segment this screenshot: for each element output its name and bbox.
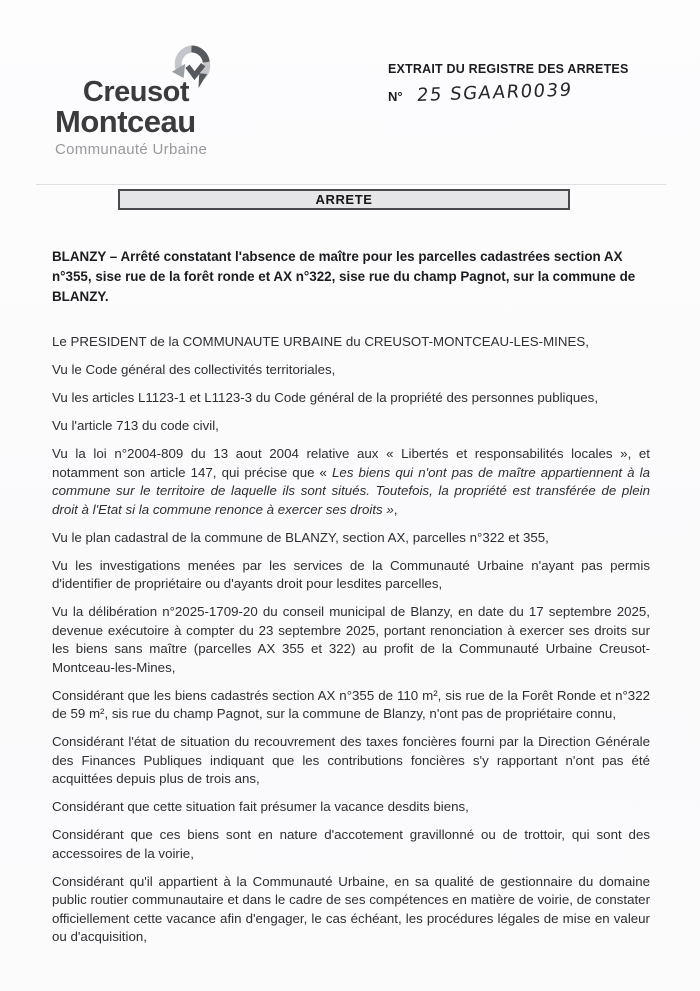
paragraph-text: Vu le plan cadastral de la commune de BLANZY, section AX, parcelles n°322 et 355, <box>52 529 549 545</box>
logo-line2: Montceau <box>55 104 196 139</box>
numero-row <box>388 79 648 107</box>
paragraph-text: Vu le Code général des collectivités territoriales, <box>52 362 336 377</box>
paragraph <box>52 557 650 594</box>
logo-line1: Creusot <box>82 76 189 108</box>
logo-subtitle: Communauté Urbaine <box>55 141 208 159</box>
scan-artifact-line <box>36 184 666 185</box>
document-body <box>52 333 650 956</box>
paragraph <box>52 798 650 817</box>
arrete-banner <box>118 189 570 210</box>
paragraph <box>52 529 650 548</box>
logo-pin-arrow-icon <box>167 42 219 92</box>
paragraph-text: Vu les articles L1123-1 et L1123-3 du Code général de la propriété des personnes publiques, <box>52 390 599 405</box>
paragraph-text: Vu les investigations menées par les services de la Communauté Urbaine n'ayant pas permis d'identifier de propriétaire ou d'ayants droit pour lesdites parcelles, <box>52 557 650 591</box>
paragraph <box>52 445 650 519</box>
paragraph-text: Vu la délibération n°2025-1709-20 du conseil municipal de Blanzy, en date du 17 septembre 2025, devenue exécutoire à compter du 23 septembre 2025, portant renonciation à exercer ses droits sur les biens sans maître (parcelles AX 355 et 322) au profit de la Communauté Urbaine Creusot-Montceau-les-Mines, <box>52 604 650 675</box>
registre-title: EXTRAIT DU REGISTRE DES ARRETES <box>388 62 629 76</box>
paragraph-text: Considérant que les biens cadastrés section AX n°355 de 110 m², sis rue de la Forêt Ronde et n°322 de 59 m², sis rue du champ Pagnot, sur la commune de Blanzy, n'ont pas de propriétaire connu, <box>52 687 650 721</box>
numero-label: N° <box>388 89 403 104</box>
numero-handwritten-value: 25 SGAAR0039 <box>415 79 574 107</box>
arrete-banner-label: ARRETE <box>315 192 373 207</box>
paragraph-text: Le PRESIDENT de la COMMUNAUTE URBAINE du CREUSOT-MONTCEAU-LES-MINES, <box>52 334 589 349</box>
paragraph-text: Vu l'article 713 du code civil, <box>52 418 219 433</box>
paragraph <box>52 873 650 947</box>
paragraph-text: Considérant qu'il appartient à la Communauté Urbaine, en sa qualité de gestionnaire du domaine public routier communautaire et dans le cadre de ses compétences en matière de voirie, de constater officiellement cette vacance afin d'engager, le cas échéant, les procédures légales de mise en valeur ou d'acquisition, <box>52 873 650 944</box>
paragraph-text: Considérant que ces biens sont en nature d'accotement gravillonné ou de trottoir, qui sont des accessoires de la voirie, <box>52 827 650 861</box>
paragraph <box>52 826 650 863</box>
paragraph <box>52 687 650 724</box>
paragraph <box>52 603 650 677</box>
paragraph-text: Considérant l'état de situation du recouvrement des taxes foncières fourni par la Direction Générale des Finances Publiques indiquant que les contributions foncières s'y rapportant n'ont pas été acquittées depuis plus de trois ans, <box>52 734 650 786</box>
paragraph-text: , <box>393 501 398 517</box>
paragraph <box>52 389 650 408</box>
paragraph <box>52 733 650 789</box>
paragraph-text: Vu la loi n°2004-809 du 13 aout 2004 relative aux « Libertés et responsabilités locales », et notamment son article 147, qui précise que « <box>52 446 650 480</box>
paragraph-text: Considérant que cette situation fait présumer la vacance desdits biens, <box>52 799 469 814</box>
paragraph <box>52 361 650 380</box>
registre-block <box>388 62 648 106</box>
paragraph-text: Les biens qui n'ont pas de maître appartiennent à la commune sur le territoire de laquelle ils sont situés. Toutefois, la propriété est transférée de plein droit à l'Etat si la commune renonce à exercer ses droits » <box>52 464 650 517</box>
creusot-montceau-logo <box>55 44 208 159</box>
document-title: BLANZY – Arrêté constatant l'absence de maître pour les parcelles cadastrées section AX n°355, sise rue de la forêt ronde et AX n°322, sise rue du champ Pagnot, sur la commune de BLANZY. <box>52 249 636 304</box>
paragraph <box>52 417 650 436</box>
paragraph <box>52 333 650 352</box>
